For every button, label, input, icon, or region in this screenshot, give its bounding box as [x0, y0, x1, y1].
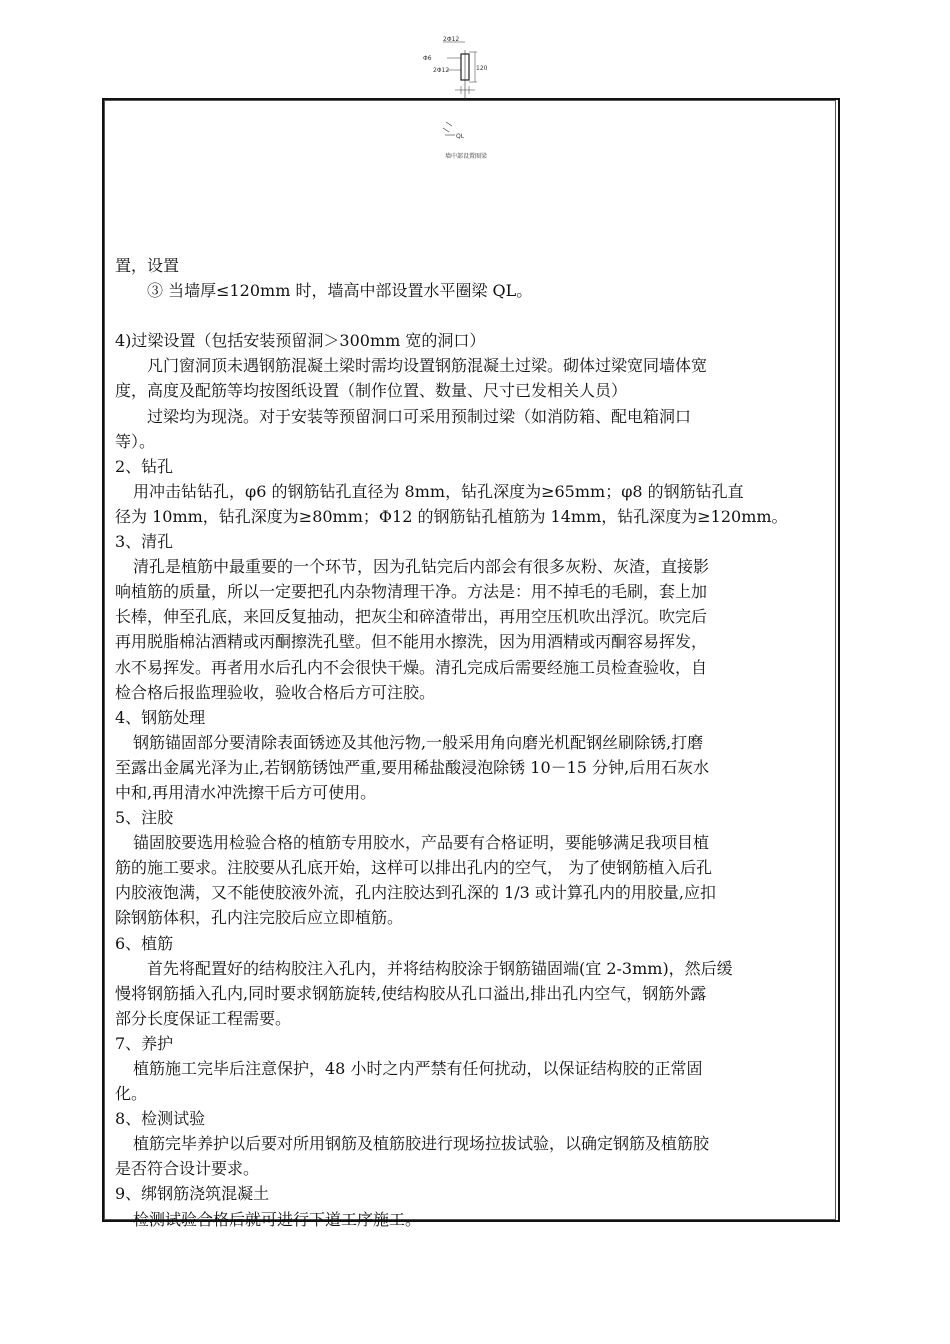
figure-dim-bottom: 2Φ12: [433, 67, 450, 74]
para-line: 度，高度及配筋等均按图纸设置（制作位置、数量、尺寸已发相关人员）: [115, 381, 628, 401]
figure-side-dim: 120: [476, 65, 488, 72]
document-body: [115, 253, 835, 1232]
para-line: 置，设置: [115, 256, 180, 275]
para-line: 内胶液饱满，又不能使胶液外流，孔内注胶达到孔深的 1/3 或计算孔内的用胶量,应扣: [115, 883, 717, 903]
para-line: 除钢筋体积，孔内注完胶后应立即植筋。: [115, 908, 404, 928]
para-line: 首先将配置好的结构胶注入孔内，并将结构胶涂于钢筋锚固端(宜 2-3mm)，然后缓: [147, 958, 733, 978]
para-line: 清孔是植筋中最重要的一个环节，因为孔钻完后内部会有很多灰粉、灰渣，直接影: [133, 557, 710, 577]
section-heading: 6、植筋: [115, 933, 174, 953]
para-line: 筋的施工要求。注胶要从孔底开始，这样可以排出孔内的空气， 为了使钢筋植入后孔: [115, 858, 713, 878]
para-line: 植筋施工完毕后注意保护，48 小时之内严禁有任何扰动，以保证结构胶的正常固: [133, 1059, 703, 1078]
para-line: 过梁均为现浇。对于安装等预留洞口可采用预制过梁（如消防箱、配电箱洞口: [147, 406, 692, 426]
para-line: 凡门窗洞顶未遇钢筋混凝土梁时需均设置钢筋混凝土过梁。砌体过梁宽同墙体宽: [147, 356, 708, 376]
section-heading: 5、注胶: [115, 808, 174, 828]
para-line: 锚固胶要选用检验合格的植筋专用胶水，产品要有合格证明，要能够满足我项目植: [133, 833, 710, 853]
para-line: 水不易挥发。再者用水后孔内不会很快干燥。清孔完成后需要经施工员检查验收，自: [115, 657, 708, 677]
para-line: 是否符合设计要求。: [115, 1159, 260, 1179]
para-line: 慢将钢筋插入孔内,同时要求钢筋旋转,使结构胶从孔口溢出,排出孔内空气，钢筋外露: [115, 983, 707, 1003]
figure-dim-mid: Φ6: [423, 55, 432, 62]
section-heading: 2、钻孔: [115, 456, 174, 476]
para-line: 植筋完毕养护以后要对所用钢筋及植筋胶进行现场拉拔试验，以确定钢筋及植筋胶: [133, 1134, 710, 1154]
para-line: 检测试验合格后就可进行下道工序施工。: [133, 1209, 422, 1229]
blank-line: [115, 303, 835, 328]
para-line: 中和,再用清水冲洗擦干后方可使用。: [115, 782, 377, 802]
section-heading: 8、检测试验: [115, 1109, 206, 1129]
ring-beam-section-figure: [415, 30, 515, 180]
section-heading: 3、清孔: [115, 532, 174, 552]
figure-dim-top: 2Φ12: [443, 36, 460, 43]
para-line: 长棒，伸至孔底，来回反复抽动，把灰尘和碎渣带出，再用空压机吹出浮沉。吹完后: [115, 607, 708, 627]
para-line: 用冲击钻钻孔，φ6 的钢筋钻孔直径为 8mm，钻孔深度为≥65mm；φ8 的钢筋钻孔直: [133, 481, 744, 501]
section-heading: 4、钢筋处理: [115, 707, 206, 727]
para-line: 径为 10mm，钻孔深度为≥80mm；Φ12 的钢筋钻孔植筋为 14mm，钻孔深度为≥120mm。: [115, 506, 788, 526]
para-line: 等）。: [115, 431, 156, 451]
para-line: 化。: [115, 1084, 148, 1104]
section-heading: 9、绑钢筋浇筑混凝土: [115, 1184, 270, 1204]
figure-caption: 墙中部设置圈梁: [445, 153, 488, 160]
section-heading: 7、养护: [115, 1033, 174, 1053]
para-line: 至露出金属光泽为止,若钢筋锈蚀严重,要用稀盐酸浸泡除锈 10－15 分钟,后用石灰水: [115, 757, 710, 777]
section-heading: 4)过梁设置（包括安装预留洞＞300mm 宽的洞口）: [115, 331, 486, 351]
para-line: 再用脱脂棉沾酒精或丙酮擦洗孔壁。但不能用水擦洗，因为用酒精或丙酮容易挥发，: [115, 632, 708, 652]
para-line: ③ 当墙厚≤120mm 时，墙高中部设置水平圈梁 QL。: [147, 281, 533, 301]
para-line: 检合格后报监理验收，验收合格后方可注胶。: [115, 682, 436, 702]
para-line: 响植筋的质量，所以一定要把孔内杂物清理干净。方法是：用不掉毛的毛刷，套上加: [115, 582, 708, 602]
para-line: 部分长度保证工程需要。: [115, 1008, 292, 1028]
para-line: 钢筋锚固部分要清除表面锈迹及其他污物,一般采用角向磨光机配钢丝刷除锈,打磨: [133, 732, 704, 752]
figure-ql-tag: QL: [456, 133, 465, 140]
